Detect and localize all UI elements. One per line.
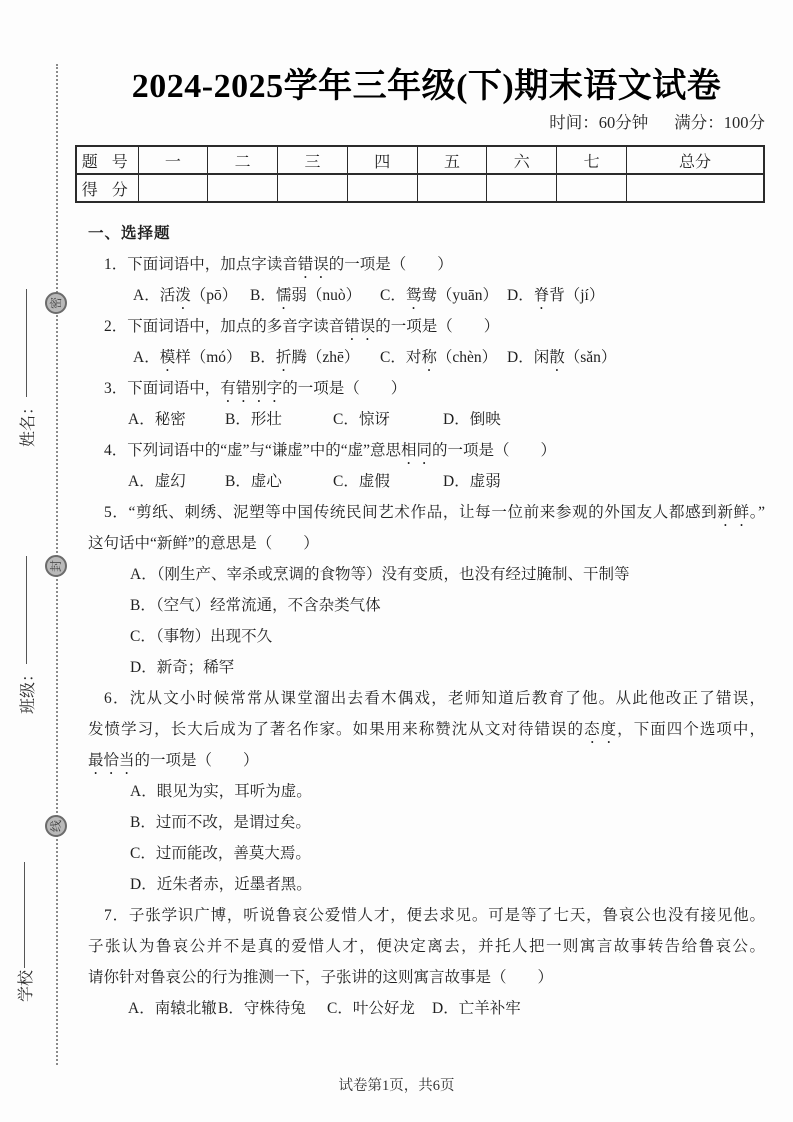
exam-info-line xyxy=(88,109,765,133)
score-cell xyxy=(138,174,208,202)
option-row xyxy=(88,342,765,373)
question-7 xyxy=(88,900,765,1024)
score-row-label: 得 分 xyxy=(76,174,138,202)
question-text-continued: 这句话中“新鲜”的意思是（ ） xyxy=(88,535,319,552)
option-d: D．虚弱 xyxy=(443,473,501,490)
col-header-5: 五 xyxy=(417,146,487,174)
col-header-1: 一 xyxy=(138,146,208,174)
question-4 xyxy=(88,435,765,497)
school-label: 学校 xyxy=(17,969,35,1002)
class-field xyxy=(13,534,39,714)
question-3 xyxy=(88,373,765,435)
question-text-continued: 请你针对鲁哀公的行为推测一下，子张讲的这则寓言故事是（ ） xyxy=(88,969,554,986)
question-text-continued: 子张认为鲁哀公并不是真的爱惜人才，便决定离去，并托人把一则寓言故事转告给鲁哀公。 xyxy=(88,938,765,955)
question-text: 5．“剪纸、刺绣、泥塑等中国传统民间艺术作品，让每一位前来参观的外国友人都感到新鲜。” xyxy=(104,504,765,521)
option-c: C．惊讶 xyxy=(333,411,390,428)
option-a: A．秘密 xyxy=(128,411,186,428)
page-footer xyxy=(0,1074,793,1095)
option-a: A．南辕北辙 xyxy=(128,1000,217,1017)
question-6 xyxy=(88,683,765,900)
option-d: D．亡羊补牢 xyxy=(432,1000,521,1017)
seal-stamp-xian xyxy=(45,815,67,837)
question-text: 3．下面词语中，有错别字的一项是（ ） xyxy=(104,380,407,397)
score-cell xyxy=(208,174,278,202)
col-header-2: 二 xyxy=(208,146,278,174)
score-cell xyxy=(487,174,557,202)
school-field xyxy=(11,832,37,1002)
option-c: C．虚假 xyxy=(333,473,390,490)
seal-stamp-mi xyxy=(45,292,67,314)
question-section xyxy=(88,218,765,1024)
option-c: C．（事物）出现不久 xyxy=(130,628,273,645)
score-table-score-row xyxy=(76,174,764,202)
question-text-continued: 最恰当的一项是（ ） xyxy=(88,752,259,769)
option-d: D．近朱者赤，近墨者黑。 xyxy=(130,876,312,893)
time-limit: 时间：60分钟 xyxy=(549,113,649,132)
option-b: B．守株待兔 xyxy=(218,1000,306,1017)
question-text: 2．下面词语中，加点的多音字读音错误的一项是（ ） xyxy=(104,318,500,335)
option-row xyxy=(88,466,765,497)
seal-stamp-label: 密 xyxy=(49,297,63,310)
seal-stamp-label: 封 xyxy=(49,560,63,573)
question-text: 6．沈从文小时候常常从课堂溜出去看木偶戏，老师知道后教育了他。从此他改正了错误， xyxy=(104,690,765,707)
seal-stamp-feng xyxy=(45,555,67,577)
option-d: D．新奇；稀罕 xyxy=(130,659,235,676)
question-text: 4．下列词语中的“虚”与“谦虚”中的“虚”意思相同的一项是（ ） xyxy=(104,442,557,459)
option-d: D．脊背（jí） xyxy=(507,287,605,304)
score-table-header-row xyxy=(76,146,764,174)
question-text-continued: 发愤学习，长大后成为了著名作家。如果用来称赞沈从文对待错误的态度，下面四个选项中， xyxy=(88,721,765,738)
section-title: 一、选择题 xyxy=(88,225,171,242)
score-cell xyxy=(626,174,764,202)
score-cell xyxy=(347,174,417,202)
option-c: C．叶公好龙 xyxy=(327,1000,415,1017)
option-c: C．对称（chèn） xyxy=(380,349,498,366)
name-field xyxy=(13,267,39,447)
col-header-total: 总分 xyxy=(626,146,764,174)
class-blank-line xyxy=(26,556,27,664)
option-b: B．懦弱（nuò） xyxy=(250,287,362,304)
score-cell xyxy=(278,174,348,202)
option-row xyxy=(88,280,765,311)
option-c: C．过而能改，善莫大焉。 xyxy=(130,845,311,862)
option-b: B．虚心 xyxy=(225,473,282,490)
option-a: A．活泼（pō） xyxy=(133,287,238,304)
score-cell xyxy=(417,174,487,202)
question-text: 1．下面词语中，加点字读音错误的一项是（ ） xyxy=(104,256,453,273)
option-b: B．形壮 xyxy=(225,411,282,428)
option-d: D．倒映 xyxy=(443,411,501,428)
option-a: A．模样（mó） xyxy=(133,349,242,366)
col-header-3: 三 xyxy=(278,146,348,174)
question-1 xyxy=(88,249,765,311)
score-cell xyxy=(557,174,627,202)
option-a: A．虚幻 xyxy=(128,473,186,490)
option-row xyxy=(88,993,765,1024)
question-2 xyxy=(88,311,765,373)
full-score: 满分：100分 xyxy=(674,113,765,132)
option-d: D．闲散（sǎn） xyxy=(507,349,617,366)
name-blank-line xyxy=(26,289,27,397)
school-blank-line xyxy=(24,862,25,968)
option-row xyxy=(88,404,765,435)
option-b: B．（空气）经常流通，不含杂类气体 xyxy=(130,597,381,614)
option-b: B．折腾（zhē） xyxy=(250,349,360,366)
col-header-4: 四 xyxy=(347,146,417,174)
option-c: C．鸳鸯（yuān） xyxy=(380,287,498,304)
seal-stamp-label: 线 xyxy=(49,820,63,833)
question-number-header: 题 号 xyxy=(76,146,138,174)
col-header-6: 六 xyxy=(487,146,557,174)
class-label: 班级： xyxy=(19,665,37,714)
score-table xyxy=(75,145,765,203)
name-label: 姓名： xyxy=(19,398,37,447)
question-5 xyxy=(88,497,765,683)
option-b: B．过而不改，是谓过矣。 xyxy=(130,814,311,831)
page-number: 试卷第1页，共6页 xyxy=(338,1078,455,1094)
option-a: A．（刚生产、宰杀或烹调的食物等）没有变质，也没有经过腌制、干制等 xyxy=(130,566,630,583)
question-text: 7．子张学识广博，听说鲁哀公爱惜人才，便去求见。可是等了七天，鲁哀公也没有接见他。 xyxy=(104,907,765,924)
page-title: 2024-2025学年三年级(下)期末语文试卷 xyxy=(131,68,722,105)
col-header-7: 七 xyxy=(557,146,627,174)
option-a: A．眼见为实，耳听为虚。 xyxy=(130,783,312,800)
